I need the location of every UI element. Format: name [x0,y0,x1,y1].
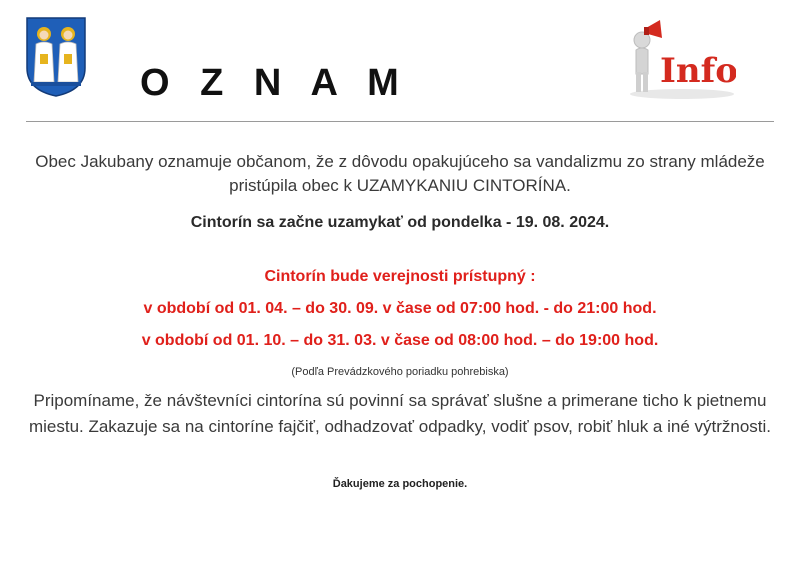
info-logo-text: Info [660,51,736,91]
regulation-note: (Podľa Prevádzkového poriadku pohrebiska) [291,366,509,378]
header-divider [26,121,774,122]
access-title: Cintorín bude verejnosti prístupný : [264,268,536,285]
intro-paragraph: Obec Jakubany oznamuje občanom, že z dôvodu opakujúceho sa vandalizmu zo strany mládeže pristúpila obec k UZAMYKANIU CINTORÍNA. [35,152,765,195]
reminder-paragraph: Pripomíname, že návštevníci cintorína sú povinní sa správať slušne a primerane ticho k pietnemu miestu. Zakazuje sa na cintoríne fajčiť, odhadzovať odpadky, vodiť psov, robiť hluk a iné výtržnosti. [28,391,772,436]
notice-body [20,150,780,490]
thanks-line: Ďakujeme za pochopenie. [332,478,468,490]
period-summer: v období od 01. 04. – do 30. 09. v čase od 07:00 hod. - do 21:00 hod. [143,300,657,317]
start-date-line: Cintorín sa začne uzamykať od pondelka - 19. 08. 2024. [190,214,610,231]
page-title: O Z N A M [140,62,409,104]
megaphone-info-icon [620,14,736,100]
period-winter: v období od 01. 10. – do 31. 03. v čase od 08:00 hod. – do 19:00 hod. [141,332,659,349]
municipal-coat-of-arms-icon [25,16,87,98]
